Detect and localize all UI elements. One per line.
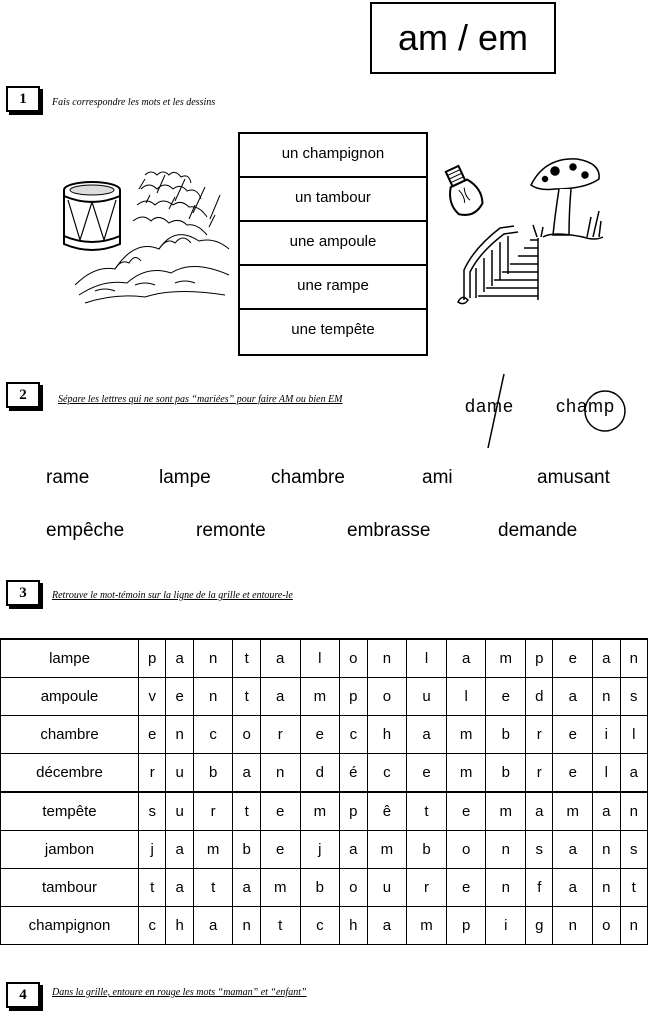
grid-letter-cell[interactable]: e <box>553 754 593 793</box>
grid-letter-cell[interactable]: a <box>233 754 260 793</box>
grid-letter-cell[interactable]: d <box>300 754 340 793</box>
grid-row <box>1 831 648 869</box>
grid-letter-cell[interactable]: b <box>233 831 260 869</box>
grid-letter-cell[interactable]: r <box>260 716 300 754</box>
grid-letter-cell[interactable]: l <box>620 716 647 754</box>
grid-letter-cell[interactable]: m <box>300 678 340 716</box>
grid-letter-cell[interactable]: m <box>446 754 486 793</box>
grid-letter-cell[interactable]: n <box>166 716 193 754</box>
grid-letter-cell[interactable]: n <box>486 831 526 869</box>
word-amusant: amusant <box>537 467 610 488</box>
grid-letter-cell[interactable]: e <box>300 716 340 754</box>
grid-letter-cell[interactable]: a <box>446 639 486 678</box>
exercise-3-instruction: Retrouve le mot-témoin sur la ligne de la grille et entoure-le <box>52 590 293 601</box>
grid-letter-cell[interactable]: n <box>233 907 260 945</box>
word-item: une rampe <box>240 266 426 310</box>
grid-letter-cell[interactable]: r <box>407 869 447 907</box>
separator-slash <box>478 372 508 452</box>
word-search-grid <box>0 638 648 945</box>
grid-letter-cell[interactable]: a <box>340 831 367 869</box>
grid-letter-cell[interactable]: r <box>526 754 553 793</box>
grid-letter-cell[interactable]: j <box>300 831 340 869</box>
grid-row <box>1 792 648 831</box>
grid-letter-cell[interactable]: r <box>526 716 553 754</box>
example-dame: dame <box>465 396 515 416</box>
grid-row <box>1 907 648 945</box>
word-item: un champignon <box>240 134 426 178</box>
grid-letter-cell[interactable]: a <box>593 792 620 831</box>
exercise-1-instruction: Fais correspondre les mots et les dessins <box>52 97 216 108</box>
grid-letter-cell[interactable]: t <box>139 869 166 907</box>
grid-letter-cell[interactable]: o <box>340 869 367 907</box>
grid-letter-cell[interactable]: n <box>593 678 620 716</box>
grid-letter-cell[interactable]: m <box>260 869 300 907</box>
grid-row-label: lampe <box>1 639 139 678</box>
grid-letter-cell[interactable]: a <box>553 678 593 716</box>
grid-letter-cell[interactable]: j <box>139 831 166 869</box>
grid-letter-cell[interactable]: a <box>553 869 593 907</box>
grid-row <box>1 639 648 678</box>
grid-letter-cell[interactable]: n <box>620 792 647 831</box>
grid-letter-cell[interactable]: b <box>486 754 526 793</box>
grid-letter-cell[interactable]: n <box>486 869 526 907</box>
grid-letter-cell[interactable]: d <box>526 678 553 716</box>
grid-row-label: ampoule <box>1 678 139 716</box>
grid-letter-cell[interactable]: b <box>300 869 340 907</box>
grid-letter-cell[interactable]: a <box>193 907 233 945</box>
grid-letter-cell[interactable]: l <box>300 639 340 678</box>
grid-letter-cell[interactable]: r <box>139 754 166 793</box>
grid-letter-cell[interactable]: m <box>407 907 447 945</box>
grid-letter-cell[interactable]: a <box>407 716 447 754</box>
grid-letter-cell[interactable]: v <box>139 678 166 716</box>
grid-letter-cell[interactable]: o <box>593 907 620 945</box>
grid-letter-cell[interactable]: i <box>593 716 620 754</box>
grid-row-label: décembre <box>1 754 139 793</box>
mushroom-drawing <box>525 155 615 250</box>
grid-letter-cell[interactable]: h <box>340 907 367 945</box>
word-rame: rame <box>46 467 90 488</box>
grid-letter-cell[interactable]: a <box>593 639 620 678</box>
grid-letter-cell[interactable]: n <box>193 678 233 716</box>
grid-letter-cell[interactable]: e <box>139 716 166 754</box>
grid-letter-cell[interactable]: n <box>593 831 620 869</box>
grid-letter-cell[interactable]: u <box>407 678 447 716</box>
grid-letter-cell[interactable]: p <box>526 639 553 678</box>
grid-letter-cell[interactable]: e <box>446 792 486 831</box>
grid-letter-cell[interactable]: a <box>526 792 553 831</box>
grid-letter-cell[interactable]: e <box>260 792 300 831</box>
grid-letter-cell[interactable]: n <box>260 754 300 793</box>
grid-letter-cell[interactable]: n <box>193 639 233 678</box>
grid-row-label: tempête <box>1 792 139 831</box>
grid-row-label: tambour <box>1 869 139 907</box>
grid-letter-cell[interactable]: t <box>193 869 233 907</box>
grid-letter-cell[interactable]: e <box>446 869 486 907</box>
grid-letter-cell[interactable]: b <box>407 831 447 869</box>
grid-letter-cell[interactable]: o <box>367 678 407 716</box>
grid-letter-cell[interactable]: e <box>407 754 447 793</box>
exercise-3-number: 3 <box>6 580 40 606</box>
grid-letter-cell[interactable]: l <box>593 754 620 793</box>
grid-letter-cell[interactable]: s <box>620 831 647 869</box>
exercise-2-number: 2 <box>6 382 40 408</box>
grid-letter-cell[interactable]: i <box>486 907 526 945</box>
grid-letter-cell[interactable]: e <box>486 678 526 716</box>
grid-letter-cell[interactable]: u <box>166 754 193 793</box>
grid-row <box>1 869 648 907</box>
grid-letter-cell[interactable]: n <box>593 869 620 907</box>
grid-letter-cell[interactable]: o <box>446 831 486 869</box>
grid-letter-cell[interactable]: m <box>486 639 526 678</box>
storm-drawing <box>75 165 235 305</box>
grid-row <box>1 716 648 754</box>
grid-letter-cell[interactable]: o <box>233 716 260 754</box>
grid-letter-cell[interactable]: t <box>620 869 647 907</box>
word-lampe: lampe <box>159 467 211 488</box>
grid-letter-cell[interactable]: s <box>139 792 166 831</box>
grid-letter-cell[interactable]: n <box>367 639 407 678</box>
grid-letter-cell[interactable]: s <box>620 678 647 716</box>
grid-letter-cell[interactable]: f <box>526 869 553 907</box>
grid-letter-cell[interactable]: e <box>553 716 593 754</box>
grid-letter-cell[interactable]: c <box>193 716 233 754</box>
grid-letter-cell[interactable]: a <box>166 869 193 907</box>
grid-letter-cell[interactable]: u <box>166 792 193 831</box>
grid-row-label: chambre <box>1 716 139 754</box>
grid-row <box>1 754 648 793</box>
grid-letter-cell[interactable]: ê <box>367 792 407 831</box>
grid-letter-cell[interactable]: e <box>553 639 593 678</box>
grid-letter-cell[interactable]: a <box>166 831 193 869</box>
word-ami: ami <box>422 467 453 488</box>
circle-mark <box>582 388 628 434</box>
grid-letter-cell[interactable]: c <box>300 907 340 945</box>
grid-letter-cell[interactable]: m <box>367 831 407 869</box>
grid-letter-cell[interactable]: e <box>260 831 300 869</box>
grid-letter-cell[interactable]: l <box>446 678 486 716</box>
grid-letter-cell[interactable]: b <box>486 716 526 754</box>
grid-letter-cell[interactable]: a <box>260 639 300 678</box>
grid-row-label: champignon <box>1 907 139 945</box>
grid-letter-cell[interactable]: a <box>553 831 593 869</box>
grid-letter-cell[interactable]: o <box>340 639 367 678</box>
grid-letter-cell[interactable]: p <box>340 678 367 716</box>
grid-letter-cell[interactable]: e <box>166 678 193 716</box>
word-empeche: empêche <box>46 520 125 541</box>
grid-letter-cell[interactable]: r <box>193 792 233 831</box>
grid-letter-cell[interactable]: c <box>139 907 166 945</box>
grid-letter-cell[interactable]: n <box>553 907 593 945</box>
grid-letter-cell[interactable]: c <box>367 754 407 793</box>
word-remonte: remonte <box>196 520 266 541</box>
grid-letter-cell[interactable]: g <box>526 907 553 945</box>
grid-letter-cell[interactable]: p <box>139 639 166 678</box>
grid-letter-cell[interactable]: m <box>193 831 233 869</box>
exercise-2-instruction: Sépare les lettres qui ne sont pas “mariées” pour faire AM ou bien EM <box>58 394 343 405</box>
example-champ: champ <box>556 396 616 416</box>
grid-letter-cell[interactable]: c <box>340 716 367 754</box>
word-item: un tambour <box>240 178 426 222</box>
grid-letter-cell[interactable]: é <box>340 754 367 793</box>
grid-letter-cell[interactable]: b <box>193 754 233 793</box>
grid-letter-cell[interactable]: m <box>486 792 526 831</box>
word-item: une ampoule <box>240 222 426 266</box>
grid-letter-cell[interactable]: t <box>233 792 260 831</box>
word-demande: demande <box>498 520 578 541</box>
exercise-4-number: 4 <box>6 982 40 1008</box>
page-title: am / em <box>370 2 556 74</box>
grid-row <box>1 678 648 716</box>
grid-letter-cell[interactable]: s <box>526 831 553 869</box>
grid-letter-cell[interactable]: a <box>166 639 193 678</box>
exercise-4-instruction: Dans la grille, entoure en rouge les mots “maman” et “enfant” <box>52 987 307 998</box>
grid-letter-cell[interactable]: m <box>300 792 340 831</box>
lightbulb-drawing <box>440 162 488 224</box>
grid-letter-cell[interactable]: m <box>553 792 593 831</box>
grid-letter-cell[interactable]: t <box>233 678 260 716</box>
grid-letter-cell[interactable]: a <box>367 907 407 945</box>
grid-letter-cell[interactable]: m <box>446 716 486 754</box>
grid-letter-cell[interactable]: a <box>260 678 300 716</box>
grid-row-label: jambon <box>1 831 139 869</box>
word-item: une tempête <box>291 321 375 338</box>
grid-letter-cell[interactable]: h <box>367 716 407 754</box>
grid-letter-cell[interactable]: t <box>233 639 260 678</box>
grid-letter-cell[interactable]: h <box>166 907 193 945</box>
grid-letter-cell[interactable]: p <box>446 907 486 945</box>
grid-letter-cell[interactable]: t <box>260 907 300 945</box>
grid-letter-cell[interactable]: a <box>233 869 260 907</box>
grid-letter-cell[interactable]: n <box>620 639 647 678</box>
grid-letter-cell[interactable]: t <box>407 792 447 831</box>
word-embrasse: embrasse <box>347 520 431 541</box>
word-chambre: chambre <box>271 467 345 488</box>
grid-letter-cell[interactable]: l <box>407 639 447 678</box>
exercise-1-number: 1 <box>6 86 40 112</box>
grid-letter-cell[interactable]: n <box>620 907 647 945</box>
grid-letter-cell[interactable]: u <box>367 869 407 907</box>
word-list-box <box>238 132 428 356</box>
grid-letter-cell[interactable]: p <box>340 792 367 831</box>
grid-letter-cell[interactable]: a <box>620 754 647 793</box>
